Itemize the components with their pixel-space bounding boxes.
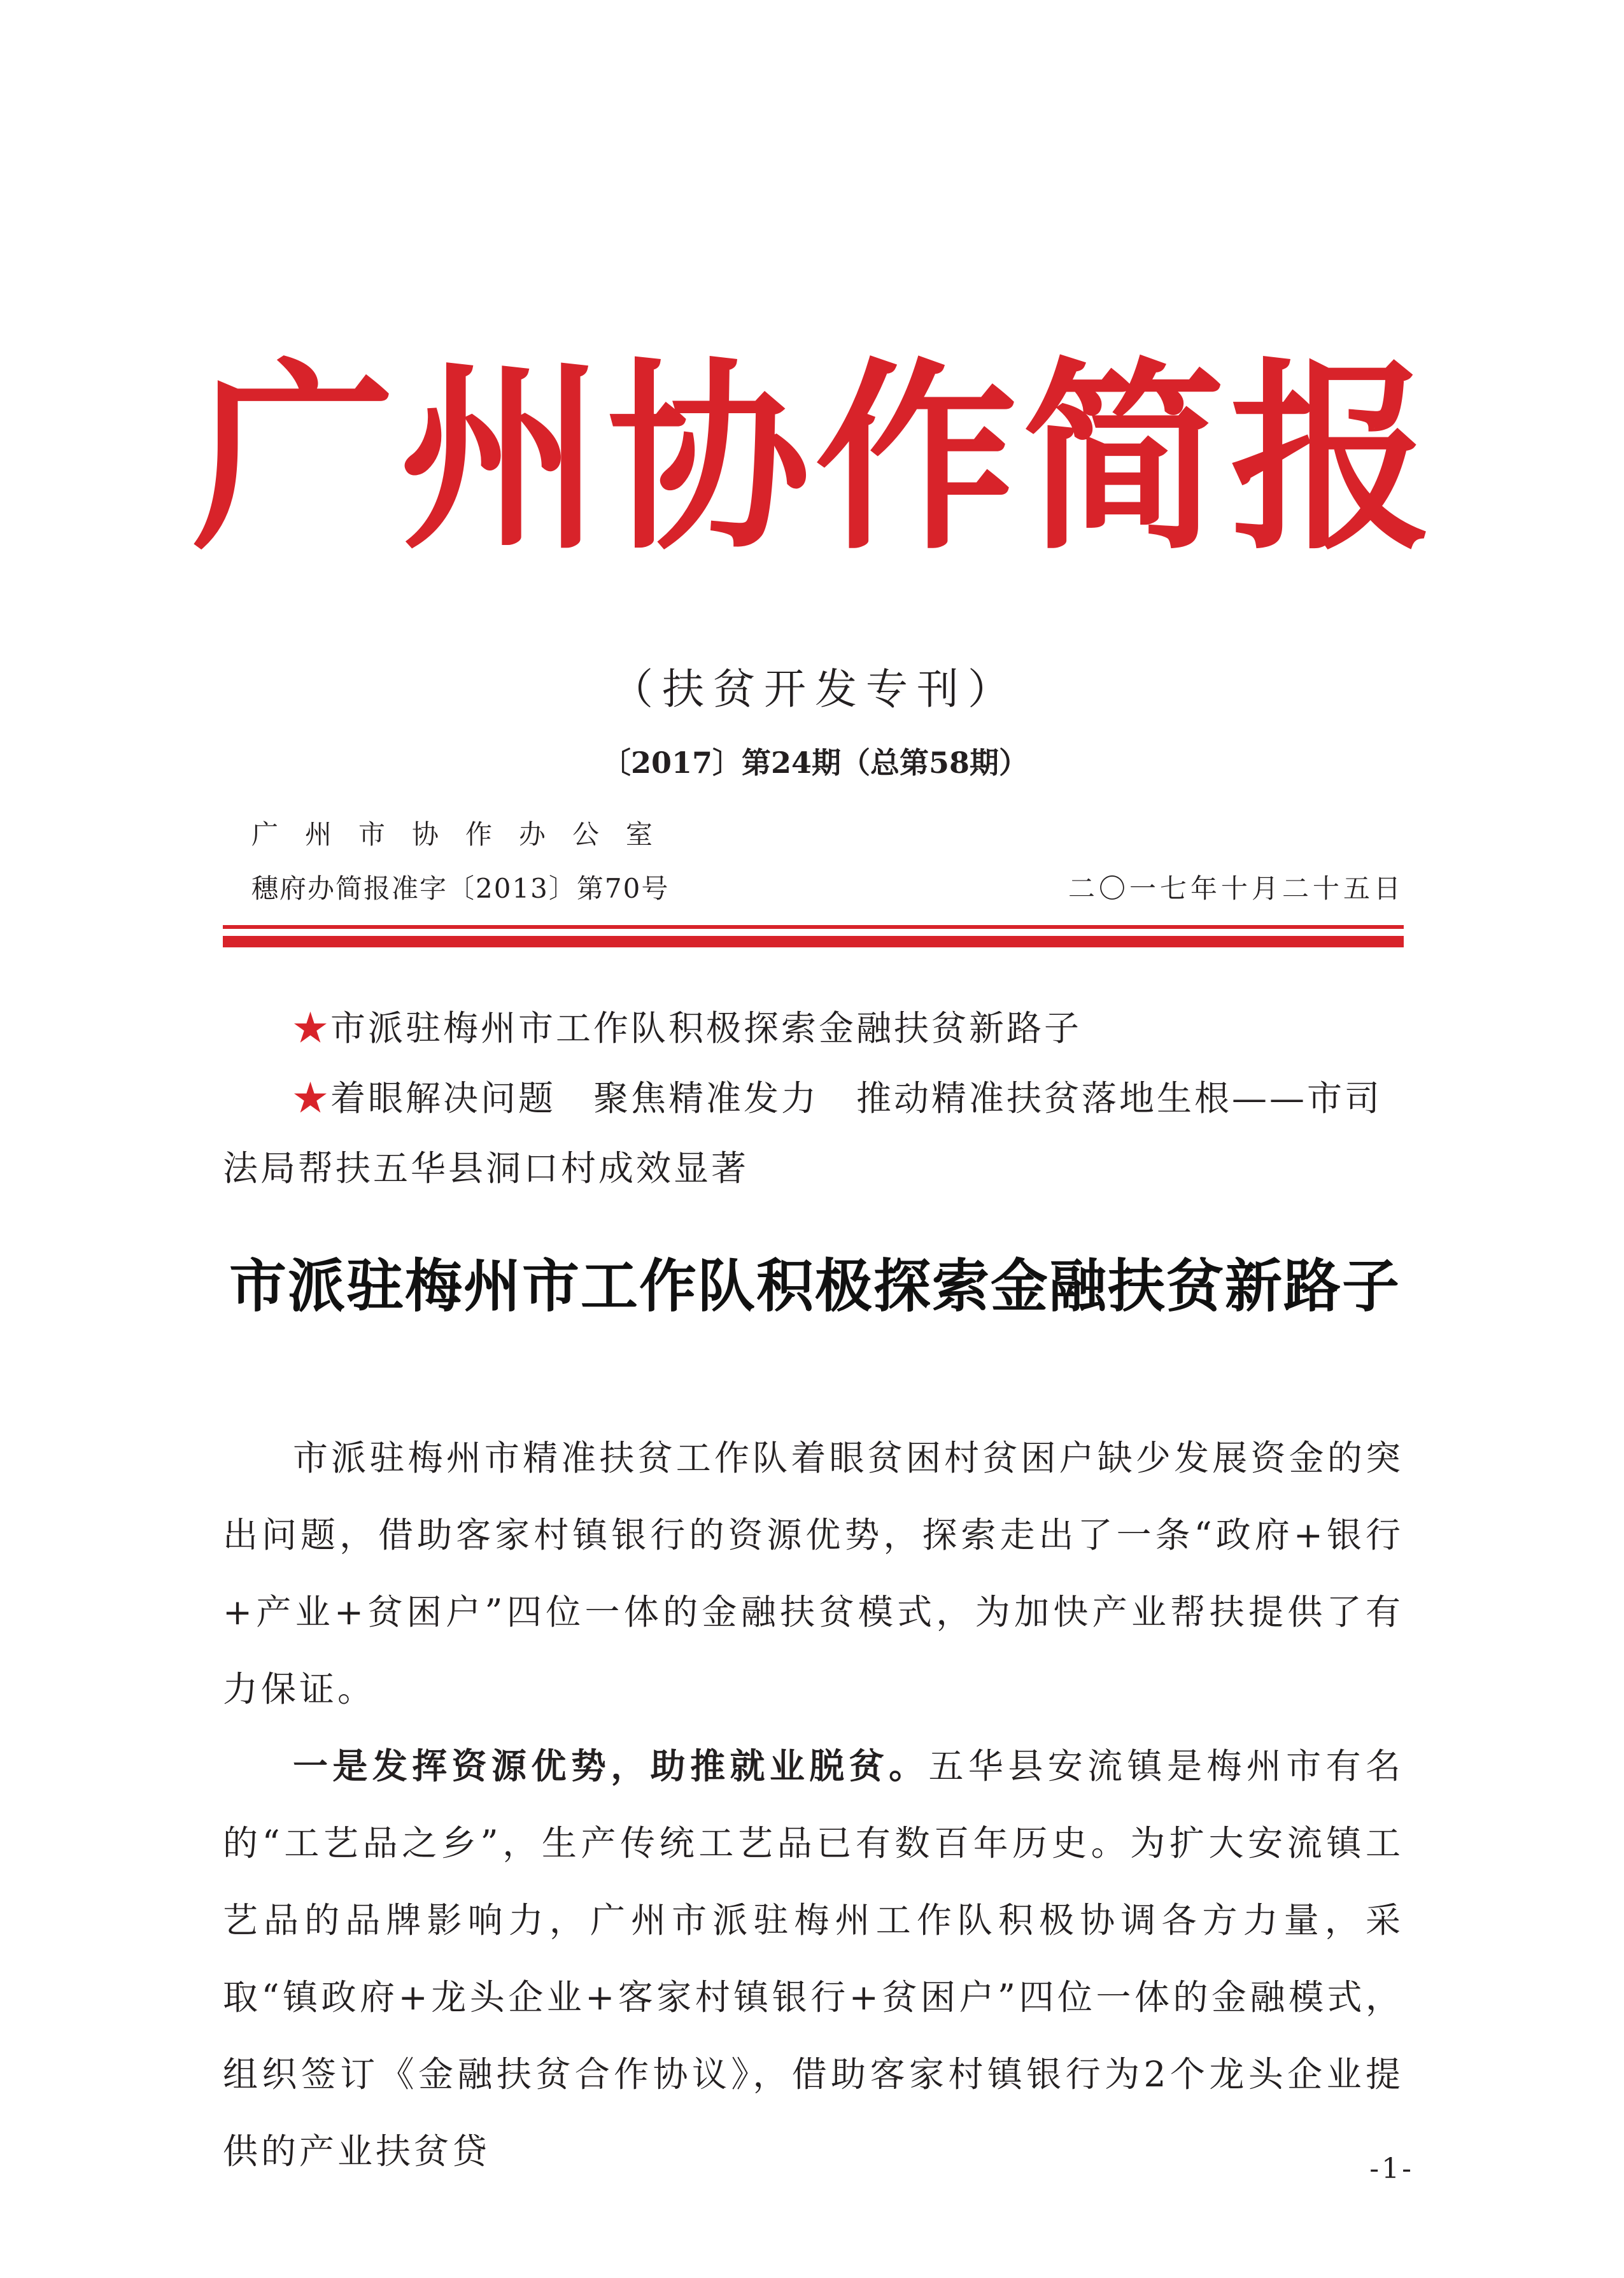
toc-item[interactable] [223,1063,1404,1203]
page-number: -1- [1369,2153,1414,2185]
toc-item-text: 市派驻梅州市工作队积极探索金融扶贫新路子 [330,1008,1082,1049]
publication-date: 二〇一七年十月二十五日 [1068,873,1404,904]
masthead-subtitle: （扶贫开发专刊） [611,665,1019,714]
article-paragraph: 市派驻梅州市精准扶贫工作队着眼贫困村贫困户缺少发展资金的突出问题，借助客家村镇银行的资源优势，探索走出了一条“政府+银行+产业+贫困户”四位一体的金融扶贫模式，为加快产业帮扶提供了有力保证。 [223,1438,1404,1709]
header-rule-thin [223,925,1404,929]
publisher-name: 广州市协作办公室 [251,819,680,850]
header-rule-thick [223,936,1404,947]
masthead-title: 广州协作简报 [192,339,1437,577]
paragraph-text: 五华县安流镇是梅州市有名的“工艺品之乡”，生产传统工艺品已有数百年历史。为扩大安流镇工艺品的品牌影响力，广州市派驻梅州工作队积极协调各方力量，采取“镇政府+龙头企业+客家村镇银行+贫困户”四位一体的金融模式，组织签订《金融扶贫合作协议》，借助客家村镇银行为2个龙头企业提供的产业扶贫贷 [223,1746,1404,2172]
issue-number: 〔2017〕第24期（总第58期） [601,746,1029,780]
table-of-contents [223,993,1404,1203]
approval-number: 穗府办简报准字〔2013〕第70号 [251,873,670,904]
article-headline: 市派驻梅州市工作队积极探索金融扶贫新路子 [229,1252,1401,1320]
star-icon: ★ [293,1008,331,1049]
article-body [223,1420,1404,2190]
paragraph-lead: 一是发挥资源优势，助推就业脱贫。 [293,1746,929,1786]
toc-item-text: 着眼解决问题 聚焦精准发力 推动精准扶贫落地生根——市司法局帮扶五华县洞口村成效显著 [223,1078,1383,1189]
star-icon: ★ [293,1078,331,1119]
article-paragraph [223,1728,1404,2190]
toc-item[interactable] [223,993,1404,1063]
